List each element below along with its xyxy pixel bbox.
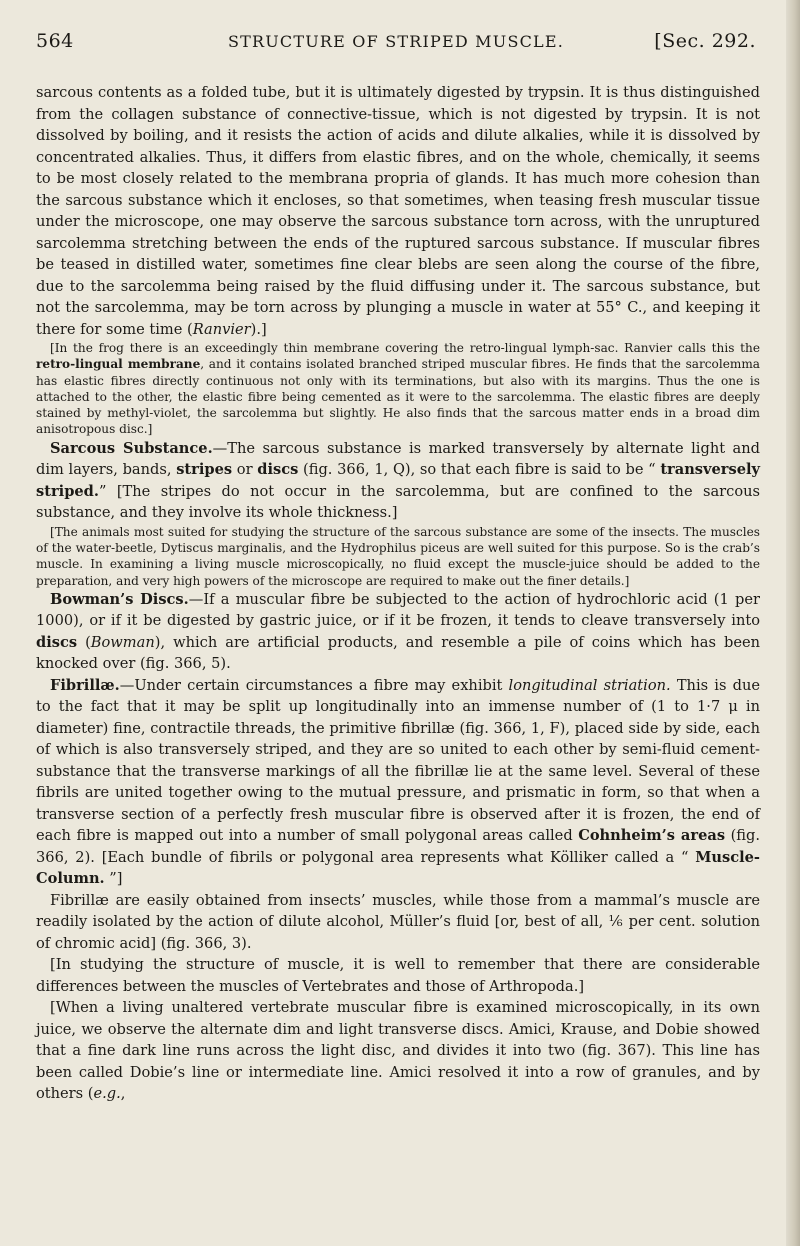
page-edge-shadow <box>786 0 800 1246</box>
paragraph-fibrillae: Fibrillæ.—Under certain circumstances a fibre may exhibit longitudinal striation. This is due to the fact that it may be split up longitudinally into an immense number of (1 to 1·7 μ in diameter) fine, contractile threads, the primitive fibrillæ (fig. 366, 1, F), placed side by side, each of which is also transversely striped, and they are so united to each other by semi-fluid cement-substance that the transverse markings of all the fibrillæ lie at the same level. Several of these fibrils are united together owing to the mutual pressure, and prismatic in form, so that when a transverse section of a perfectly fresh muscular fibre is observed after it is frozen, the end of each fibre is mapped out into a number of small polygonal areas called Cohnheim’s areas (fig. 366, 2). [Each bundle of fibrils or polygonal area represents what Kölliker called a “ Muscle-Column. ”] <box>36 676 760 888</box>
running-title: STRUCTURE OF STRIPED MUSCLE. <box>227 32 565 51</box>
heading-bowmans-discs: Bowman’s Discs. <box>50 590 189 608</box>
paragraph-vertebrate-arthropod: [In studying the structure of muscle, it is well to remember that there are considerable differences between the muscles of Vertebrates and those of Arthropoda.] <box>36 956 760 995</box>
running-header <box>36 30 756 60</box>
paragraph-dobies-line: [When a living unaltered vertebrate muscular fibre is examined microscopically, in its own juice, we observe the alternate dim and light transverse discs. Amici, Krause, and Dobie showed that a fine dark line runs across the light disc, and divides it into two (fig. 367). This line has been called Dobie’s line or intermediate line. Amici resolved it into a row of granules, and by others (e.g., <box>36 999 760 1103</box>
paragraph-fibrillae-isolation: Fibrillæ are easily obtained from insects’ muscles, while those from a mammal’s muscle are readily isolated by the action of dilute alcohol, Müller’s fluid [or, best of all, ⅙ per cent. solution of chromic acid] (fig. 366, 3). <box>36 891 760 952</box>
paragraph-bowmans-discs: Bowman’s Discs.—If a muscular fibre be subjected to the action of hydrochloric acid (1 per 1000), or if it be digested by gastric juice, or if it be frozen, it tends to cleave transversely into discs (Bowman), which are artificial products, and resemble a pile of coins which has been knocked over (fig. 366, 5). <box>36 590 760 673</box>
section-number: [Sec. 292. <box>654 30 756 52</box>
note-retro-lingual-membrane: [In the frog there is an exceedingly thin membrane covering the retro-lingual lymph-sac. Ranvier calls this the retro-lingual membrane, and it contains isolated branched striped muscular fibres. He finds that the sarcolemma has elastic fibres directly continuous not only with its terminations, but also with its margins. Thus the one is attached to the other, the elastic fibre being cemented as it were to the sarcolemma. The elastic fibres are deeply stained by methyl-violet, the sarcolemma but slightly. He also finds that the sarcous matter ends in a broad dim anisotropous disc.] <box>36 341 760 437</box>
page-body <box>36 82 760 1105</box>
heading-fibrillae: Fibrillæ. <box>50 676 120 694</box>
paragraph-sarcous-substance: Sarcous Substance.—The sarcous substance is marked transversely by alternate light and dim layers, bands, stripes or discs (fig. 366, 1, Q), so that each fibre is said to be “ transversely striped.” [The stripes do not occur in the sarcolemma, but are confined to the sarcous substance, and they involve its whole thickness.] <box>36 439 761 522</box>
paragraph-sarcolemma-continued: sarcous contents as a folded tube, but it is ultimately digested by trypsin. It is thus distinguished from the collagen substance of connective-tissue, which is not digested by trypsin. It is not dissolved by boiling, and it resists the action of acids and dilute alkalies, while it is dissolved by concentrated alkalies. Thus, it differs from elastic fibres, and on the whole, chemically, it seems to be most closely related to the membrana propria of glands. It has much more cohesion than the sarcous substance which it encloses, so that sometimes, when teasing fresh muscular tissue under the microscope, one may observe the sarcous substance torn across, with the unruptured sarcolemma stretching between the ends of the ruptured sarcous substance. If muscular fibres be teased in distilled water, sometimes fine clear blebs are seen along the course of the fibre, due to the sarcolemma being raised by the fluid diffusing under it. The sarcous substance, but not the sarcolemma, may be torn across by plunging a muscle in water at 55° C., and keeping it there for some time (Ranvier).] <box>36 84 760 338</box>
heading-sarcous-substance: Sarcous Substance. <box>50 439 213 457</box>
page-number: 564 <box>36 30 74 52</box>
note-animals-suited: [The animals most suited for studying the structure of the sarcous substance are some of the insects. The muscles of the water-beetle, Dytiscus marginalis, and the Hydrophilus piceus are well suited for this purpose. So is the crab’s muscle. In examining a living muscle microscopically, no fluid except the muscle-juice should be added to the preparation, and very high powers of the microscope are required to make out the finer details.] <box>36 524 760 588</box>
